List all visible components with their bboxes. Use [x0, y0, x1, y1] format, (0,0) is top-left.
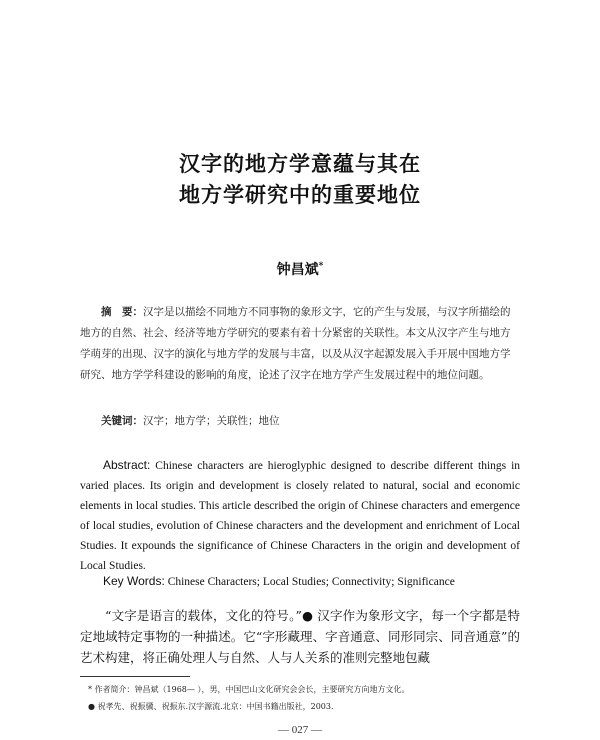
author-name: 钟昌斌	[276, 262, 319, 278]
page-number: — 027 —	[278, 724, 322, 736]
author-footnote-mark: *	[318, 261, 324, 272]
footnote-divider	[80, 676, 190, 677]
chinese-keywords-text: 汉字；地方学；关联性；地位	[143, 415, 280, 427]
footnote-reference: ● 祝孝先、祝振骥、祝振东.汉字源流.北京：中国书籍出版社，2003.	[88, 702, 334, 711]
english-abstract-label: Abstract:	[103, 458, 151, 472]
body-paragraph: “文字是语言的载体，文化的符号。”● 汉字作为象形文字，每一个字都是特定地域特定事物的一种描述。它“字形藏理、字音通意、同形同宗、同音通意”的艺术构建，将正确处理人与自然、人与人关系的准则完整地包藏	[80, 608, 520, 665]
chinese-abstract-text: 汉字是以描绘不同地方不同事物的象形文字，它的产生与发展，与汉字所描绘的地方的自然、社会、经济等地方学研究的要素有着十分紧密的关联性。本文从汉字产生与地方学萌芽的出现、汉字的演化与地方学的发展与丰富，以及从汉字起源发展入手开展中国地方学研究、地方学学科建设的影响的角度，论述了汉字在地方学产生发展过程中的地位问题。	[80, 306, 511, 381]
english-keywords-text: Chinese Characters; Local Studies; Connectivity; Significance	[167, 576, 455, 588]
chinese-keywords	[80, 411, 520, 432]
chinese-abstract	[80, 302, 520, 386]
english-abstract	[80, 455, 520, 576]
chinese-keywords-label: 关键词：	[101, 415, 143, 427]
english-abstract-text: Chinese characters are hieroglyphic designed to describe different things in varied places. Its origin and development is closely related to natural, social and economic elements in local studies. This article described the origin of Chinese characters and emergence of local studies, evolution of Chinese characters and the development and enrichment of Local Studies. It expounds the significance of Chinese Characters in the origin and development of Local Studies.	[80, 460, 521, 572]
chinese-abstract-label: 摘 要：	[101, 306, 143, 318]
author	[0, 259, 600, 279]
footnote-author-bio: * 作者简介：钟昌斌（1968— ），男，中国巴山文化研究会会长，主要研究方向地方文化。	[88, 685, 410, 694]
english-keywords-label: Key Words:	[103, 574, 165, 588]
english-keywords	[80, 572, 520, 591]
article-title-line-2: 地方学研究中的重要地位	[179, 182, 421, 207]
article-title-line-1: 汉字的地方学意蕴与其在	[179, 151, 421, 176]
